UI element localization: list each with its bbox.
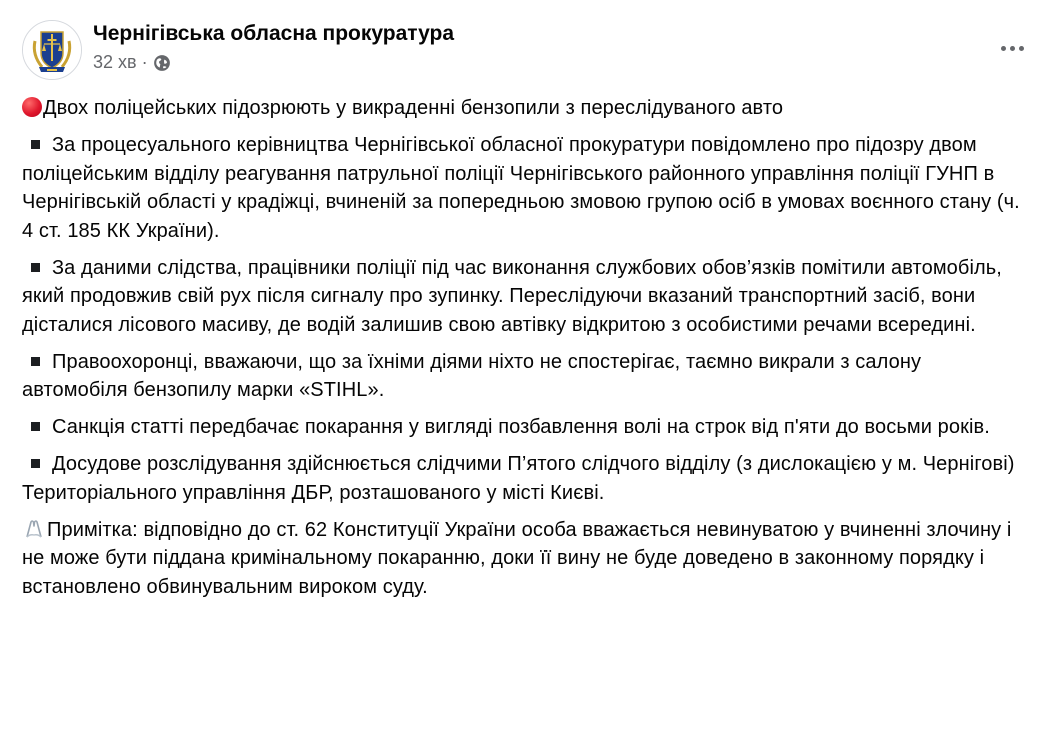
black-square-icon bbox=[31, 459, 40, 468]
paragraph-text: За процесуального керівництва Чернігівської обласної прокуратури повідомлено про підозру двом поліцейським відділу реагування патрульної поліції Чернігівського районного управління поліції ГУНП в Чернігівській області у крадіжці, вчиненій за попередньою змовою групою осіб в умовах воєнного стану (ч. 4 ст. 185 КК України). bbox=[22, 134, 1020, 242]
post-paragraph bbox=[22, 450, 1032, 507]
more-options-button[interactable] bbox=[992, 28, 1032, 68]
paperclip-icon bbox=[22, 518, 46, 540]
globe-icon[interactable] bbox=[153, 54, 171, 72]
prosecutor-emblem-icon bbox=[23, 21, 81, 79]
more-options-icon bbox=[1010, 46, 1015, 51]
post-title: Двох поліцейських підозрюють у викраденні бензопили з переслідуваного авто bbox=[43, 97, 784, 119]
red-circle-icon bbox=[22, 97, 42, 117]
black-square-icon bbox=[31, 422, 40, 431]
paragraph-text: Досудове розслідування здійснюється слідчими П’ятого слідчого відділу (з дислокацією у м. Чернігові) Територіального управління ДБР, розташованого у місті Києві. bbox=[22, 453, 1015, 504]
page-name[interactable]: Чернігівська обласна прокуратура bbox=[93, 22, 455, 45]
page-avatar[interactable] bbox=[22, 20, 82, 80]
paragraph-text: Санкція статті передбачає покарання у вигляді позбавлення волі на строк від п'яти до восьми років. bbox=[52, 416, 990, 438]
more-options-icon bbox=[1019, 46, 1024, 51]
post-paragraph bbox=[22, 131, 1032, 245]
post-body bbox=[22, 94, 1032, 601]
post-paragraph bbox=[22, 413, 1032, 442]
post-header bbox=[22, 18, 1052, 82]
post-timestamp[interactable]: 32 хв bbox=[93, 52, 137, 72]
note-paragraph bbox=[22, 516, 1032, 602]
post-paragraph bbox=[22, 348, 1032, 405]
post-meta bbox=[93, 52, 171, 73]
black-square-icon bbox=[31, 263, 40, 272]
black-square-icon bbox=[31, 140, 40, 149]
paragraph-text: За даними слідства, працівники поліції під час виконання службових обов’язків помітили автомобіль, який продовжив свій рух після сигналу про зупинку. Переслідуючи вказаний транспортний засіб, вони дісталися лісового масиву, де водій залишив свою автівку відкритою з особистими речами всередині. bbox=[22, 256, 1002, 336]
paragraph-text: Правоохоронці, вважаючи, що за їхніми діями ніхто не спостерігає, таємно викрали з салону автомобіля бензопилу марки «STIHL». bbox=[22, 350, 922, 401]
note-text: Примітка: відповідно до ст. 62 Конституції України особа вважається невинуватою у вчиненні злочину і не може бути піддана кримінальному покаранню, доки її вину не буде доведено в законному порядку і встановлено обвинувальним вироком суду. bbox=[22, 518, 1012, 598]
meta-separator: · bbox=[141, 52, 148, 72]
post-title-paragraph bbox=[22, 94, 1032, 123]
post-paragraph bbox=[22, 254, 1032, 340]
black-square-icon bbox=[31, 357, 40, 366]
more-options-icon bbox=[1001, 46, 1006, 51]
